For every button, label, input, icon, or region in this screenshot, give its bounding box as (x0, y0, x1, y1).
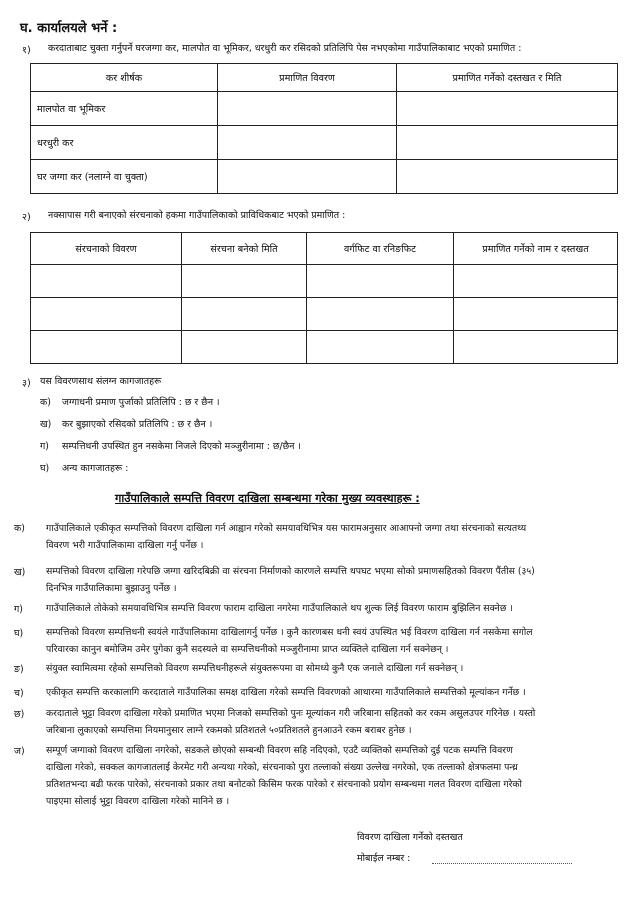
provision-label: ङ) (14, 664, 24, 675)
provision-label: छ) (14, 709, 25, 720)
table2-cell[interactable] (182, 265, 307, 298)
table1-cell[interactable] (218, 92, 397, 126)
table1-row-label: धरधुरी कर (31, 126, 218, 160)
provision-label: ज) (14, 746, 25, 757)
attachment-text: सम्पत्तिधनी उपस्थित हुन नसकेमा निजले दिएको मञ्जुरीनामा : छ/छैन । (62, 441, 301, 452)
table2-cell[interactable] (31, 265, 182, 298)
structure-certification-table (30, 232, 618, 364)
table1-header: प्रमाणित गर्नेको दस्तखत र मिति (397, 64, 618, 92)
table-row (31, 126, 618, 160)
table-row (31, 265, 618, 298)
table2-header: वर्गफिट वा रनिङफिट (307, 233, 454, 265)
provision-text (46, 705, 594, 739)
table2-cell[interactable] (454, 298, 618, 331)
table2-cell[interactable] (454, 265, 618, 298)
provision-text (46, 684, 594, 701)
table2-cell[interactable] (182, 298, 307, 331)
attachment-text: अन्य कागजातहरू : (62, 463, 129, 474)
table1-row-label: मालपोत वा भूमिकर (31, 92, 218, 126)
provision-text (46, 520, 594, 554)
table1-cell[interactable] (397, 126, 618, 160)
provision-label: ग) (14, 604, 23, 615)
provision-line: गाउँपालिकाले एकीकृत सम्पत्तिको विवरण दाखिला गर्न आह्वान गरेको समयावधिभित्र यस फारामअनुसार आआफ्नो जग्गा तथा संरचनाको सत्यतथ्य (46, 523, 527, 534)
table2-cell[interactable] (31, 331, 182, 364)
table1-header: प्रमाणित विवरण (218, 64, 397, 92)
page-heading: घ. कार्यालयले भर्ने : (20, 21, 118, 36)
attachment-label: ग) (40, 441, 49, 452)
provision-label: घ) (14, 628, 24, 639)
section2-number: २) (22, 212, 31, 223)
provision-line: विवरण भरी गाउँपालिकामा दाखिला गर्नु पर्नेछ । (46, 540, 204, 551)
table2-cell[interactable] (307, 331, 454, 364)
provision-text (46, 624, 594, 658)
table1-cell[interactable] (397, 160, 618, 194)
table2-cell[interactable] (307, 265, 454, 298)
table1-cell[interactable] (397, 92, 618, 126)
provision-text (46, 563, 594, 597)
provision-line: करदाताले भुट्टा विवरण दाखिला गरेको प्रमाणित भएमा निजको सम्पत्तिको पुनः मूल्यांकन गरी जरिबाना सहितको कर रकम असुलउपर गरिनेछ । यस्तो (46, 708, 536, 719)
table-row (31, 298, 618, 331)
tax-certification-table (30, 63, 618, 194)
table1-row-label: घर जग्गा कर (नलाग्ने वा चुक्ता) (31, 160, 218, 194)
provision-line: परिवारका कानुन बमोजिम उमेर पुगेका कुनै सदस्यले वा सम्पत्तिधनीको मञ्जुरीनामा प्राप्त व्यक्तिले दाखिला गर्न सक्नेछन् । (46, 644, 449, 655)
table1-header: कर शीर्षक (31, 64, 218, 92)
provision-label: च) (14, 688, 24, 699)
signature-label: विवरण दाखिला गर्नेको दस्तखत (357, 832, 463, 843)
table2-header: संरचना बनेको मिति (182, 233, 307, 265)
provision-text (46, 742, 594, 810)
provision-text (46, 660, 594, 677)
provision-line: सम्पत्तिको विवरण सम्पत्तिधनी स्वयंले गाउँपालिकामा दाखिलागर्नु पर्नेछ । कुनै कारणबस धनी स्वयं उपस्थित भई विवरण दाखिला गर्न नसकेमा सगोल (46, 627, 533, 638)
table2-header: संरचनाको विवरण (31, 233, 182, 265)
section1-number: १) (22, 45, 31, 56)
provision-line: दिनभित्र गाउँपालिकामा बुझाउनु पर्नेछ । (46, 583, 177, 594)
provision-text (46, 600, 594, 617)
provision-line: पाइएमा सोलाई भुट्टा विवरण दाखिला गरेको मानिने छ । (46, 796, 230, 807)
provision-line: सम्पूर्ण जग्गाको विवरण दाखिला नगरेको, सडकले छोएको सम्बन्धी विवरण सहि नदिएको, एउटै व्यक्तिको सम्पत्तिको दुई पटक सम्पत्ति विवरण (46, 745, 513, 756)
attachment-text: कर बुझाएको रसिदको प्रतिलिपि : छ र छैन । (62, 419, 213, 430)
provision-line: जरिबाना लुकाएको सम्पत्तिमा नियमानुसार लाग्ने रकमको प्रतिशतले ५०प्रतिशतले हुनआउने रकम बराबर हुनेछ । (46, 725, 412, 736)
section3-text: यस विवरणसाथ संलग्न कागजातहरू (40, 376, 162, 387)
mobile-label: मोबाईल नम्बर : (357, 853, 411, 864)
table2-cell[interactable] (307, 298, 454, 331)
provision-line: गाउँपालिकाले तोकेको समयावधिभित्र सम्पत्ति विवरण फाराम दाखिला नगरेमा गाउँपालिकाले थप शुल्क लिई विवरण फाराम बुझिलिन सक्नेछ । (46, 603, 513, 614)
provision-line: सम्पत्तिको विवरण दाखिला गरेपछि जग्गा खरिदबिक्री वा संरचना निर्माणको कारणले सम्पत्ति थपघट भएमा सोको प्रमाणसहितको विवरण पैंतीस (३५) (46, 566, 535, 577)
provision-line: प्रतिशतभन्दा बढी फरक पारेको, संरचनाको प्रकार तथा बनोटको किसिम फरक पारेको र संरचनाको प्रयोग सम्बन्धमा गलत विवरण दाखिला गरेको (46, 779, 522, 790)
section2-text: नक्सापास गरी बनाएको संरचनाको हकमा गाउँपालिकाको प्राविधिकबाट भएको प्रमाणित : (48, 210, 346, 221)
mobile-input-line[interactable] (432, 863, 572, 864)
attachment-label: घ) (40, 463, 50, 474)
section1-text: करदाताबाट चुक्ता गर्नुपर्ने घरजग्गा कर, मालपोत वा भूमिकर, धरधुरी कर रसिदको प्रतिलिपि पेस नभएकोमा गाउँपालिकाबाट भएको प्रमाणित : (48, 43, 522, 54)
attachment-label: ख) (40, 419, 52, 430)
provision-label: ख) (14, 567, 26, 578)
provision-line: एकीकृत सम्पत्ति करकालागि करदाताले गाउँपालिका समक्ष दाखिला गरेको सम्पत्ति विवरणको आधारमा गाउँपालिकाले सम्पत्तिको मूल्यांकन गर्नेछ । (46, 687, 526, 698)
table2-cell[interactable] (182, 331, 307, 364)
table-row (31, 92, 618, 126)
provision-line: दाखिला गरेको, सक्कल कागजातलाई केरमेट गरी अन्यथा गरेको, संरचनाको पुरा तल्लाको संख्या उल्लेख नगरेको, एक तल्लाको क्षेत्रफलमा पन्ध्र (46, 762, 518, 773)
table-row (31, 160, 618, 194)
table1-cell[interactable] (218, 160, 397, 194)
table2-header: प्रमाणित गर्नेको नाम र दस्तखत (454, 233, 618, 265)
provision-line: संयुक्त स्वामित्वमा रहेको सम्पत्तिको विवरण सम्पत्तिधनीहरूले संयुक्तरूपमा वा सोमध्ये कुनै एक जनाले दाखिला गर्न सक्नेछन् । (46, 663, 464, 674)
provisions-title: गाउँपालिकाले सम्पत्ति विवरण दाखिला सम्बन्धमा गरेका मुख्य व्यवस्थाहरू : (115, 492, 420, 505)
table2-cell[interactable] (31, 298, 182, 331)
section3-number: ३) (22, 378, 31, 389)
table-row (31, 331, 618, 364)
table1-cell[interactable] (218, 126, 397, 160)
attachment-label: क) (40, 397, 51, 408)
provision-label: क) (14, 523, 25, 534)
table2-cell[interactable] (454, 331, 618, 364)
attachment-text: जग्गाधनी प्रमाण पुर्जाको प्रतिलिपि : छ र छैन । (62, 397, 220, 408)
